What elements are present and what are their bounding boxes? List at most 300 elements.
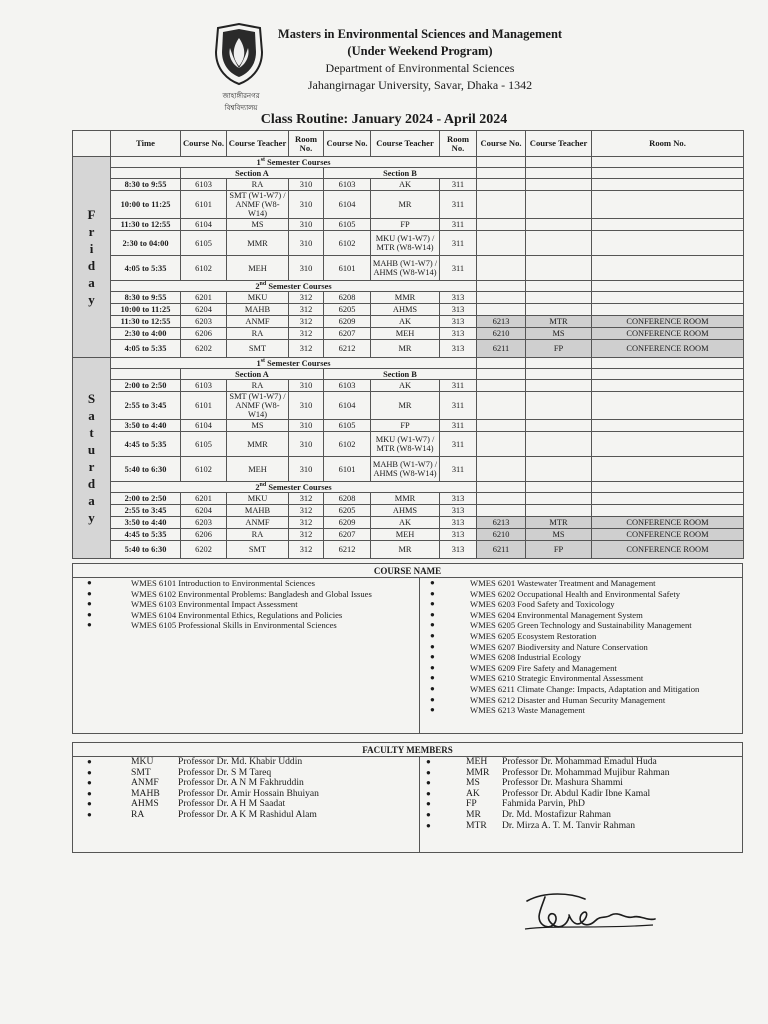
routine-row	[73, 340, 744, 358]
faculty-name: Fahmida Parvin, PhD	[502, 798, 585, 810]
course-teacher-cell: MTR	[526, 517, 592, 529]
course-name: WMES 6212 Disaster and Human Security Management	[470, 694, 666, 705]
routine-row	[73, 304, 744, 316]
empty-cell	[477, 369, 526, 380]
class-time: 4:45 to 5:35	[111, 529, 181, 541]
day-letter: u	[87, 442, 96, 457]
empty-cell	[592, 191, 744, 219]
empty-cell	[592, 420, 744, 432]
course-item	[73, 599, 419, 610]
room-no-cell: 310	[289, 380, 324, 392]
bullet-icon: ●	[430, 620, 435, 630]
course-name: WMES 6204 Environmental Management System	[470, 609, 643, 620]
day-letter: y	[88, 292, 95, 307]
bullet-icon: ●	[430, 641, 435, 651]
routine-row	[73, 191, 744, 219]
routine-row	[73, 179, 744, 191]
empty-cell	[477, 281, 526, 292]
course-no-cell: 6207	[324, 328, 371, 340]
header-room-no: Room No.	[440, 131, 477, 157]
course-no-cell	[477, 304, 526, 316]
day-label-saturday	[73, 358, 111, 559]
room-no-cell: 312	[289, 316, 324, 328]
course-no-cell: 6102	[324, 432, 371, 457]
course-no-cell	[477, 493, 526, 505]
course-no-cell: 6211	[477, 340, 526, 358]
room-no-cell: 311	[440, 231, 477, 256]
section-b-label: Section B	[324, 168, 477, 179]
course-teacher-cell: MKU	[227, 493, 289, 505]
routine-row	[73, 292, 744, 304]
room-no-cell: 310	[289, 457, 324, 482]
empty-cell	[592, 281, 744, 292]
room-no-cell: 312	[289, 529, 324, 541]
semester-label	[111, 157, 477, 168]
course-item	[420, 684, 744, 695]
day-letter: d	[87, 258, 96, 273]
bullet-icon: ●	[426, 788, 431, 798]
bullet-icon: ●	[430, 673, 435, 683]
routine-row	[73, 493, 744, 505]
course-no-cell: 6201	[181, 292, 227, 304]
course-teacher-cell: MKU	[227, 292, 289, 304]
course-item	[420, 589, 744, 600]
room-no-cell: 313	[440, 316, 477, 328]
course-teacher-cell: MAHB	[227, 505, 289, 517]
faculty-item	[420, 810, 744, 821]
course-no-cell: 6101	[181, 392, 227, 420]
course-item	[420, 652, 744, 663]
day-letter: d	[87, 476, 96, 491]
course-no-cell: 6206	[181, 529, 227, 541]
empty-cell	[592, 157, 744, 168]
room-no-cell: 311	[440, 256, 477, 281]
empty-cell	[477, 191, 526, 219]
course-teacher-cell	[526, 292, 592, 304]
class-time: 2:55 to 3:45	[111, 392, 181, 420]
bullet-icon: ●	[87, 778, 92, 788]
class-time: 5:40 to 6:30	[111, 541, 181, 559]
routine-row	[73, 256, 744, 281]
logo-caption: জাহাঙ্গীরনগর বিশ্ববিদ্যালয়	[222, 92, 260, 112]
faculty-code: MKU	[131, 756, 154, 767]
course-teacher-cell	[526, 304, 592, 316]
semester-header-row	[73, 157, 744, 168]
course-item	[420, 631, 744, 642]
section-a-label: Section A	[181, 369, 324, 380]
faculty-item	[73, 757, 419, 768]
bullet-icon: ●	[87, 757, 92, 766]
course-teacher-cell: SMT (W1-W7) / ANMF (W8-W14)	[227, 392, 289, 420]
empty-cell	[477, 482, 526, 493]
course-no-cell: 6208	[324, 493, 371, 505]
program-title: Masters in Environmental Sciences and Management	[277, 27, 563, 41]
course-name: WMES 6101 Introduction to Environmental Sciences	[131, 578, 316, 588]
course-teacher-cell: RA	[227, 380, 289, 392]
semester-header-row	[73, 281, 744, 292]
course-teacher-cell: AK	[371, 179, 440, 191]
empty-cell	[592, 179, 744, 191]
header-course-teacher: Course Teacher	[371, 131, 440, 157]
course-teacher-cell: MR	[371, 541, 440, 559]
course-no-cell: 6105	[324, 219, 371, 231]
course-teacher-cell: MEH	[227, 457, 289, 482]
course-teacher-cell	[526, 493, 592, 505]
routine-title: Class Routine: January 2024 - April 2024	[260, 112, 508, 127]
bullet-icon: ●	[87, 809, 92, 819]
course-no-cell	[477, 505, 526, 517]
course-no-cell: 6103	[181, 380, 227, 392]
faculty-left-list	[73, 757, 420, 852]
bullet-icon: ●	[426, 778, 431, 788]
course-teacher-cell: SMT (W1-W7) / ANMF (W8-W14)	[227, 191, 289, 219]
bullet-icon: ●	[87, 588, 92, 598]
faculty-name: Professor Dr. A N M Fakhruddin	[178, 777, 304, 789]
faculty-code: ANMF	[131, 777, 159, 789]
room-no-cell: 310	[289, 420, 324, 432]
room-no-cell: 311	[440, 380, 477, 392]
course-no-cell: 6204	[181, 505, 227, 517]
empty-cell	[111, 369, 181, 380]
room-no-cell	[592, 505, 744, 517]
semester-ordinal: 1	[256, 358, 261, 368]
empty-cell	[592, 168, 744, 179]
room-no-cell: 310	[289, 231, 324, 256]
day-letter: y	[88, 510, 95, 525]
course-teacher-cell: MR	[371, 392, 440, 420]
faculty-item	[420, 821, 744, 832]
course-no-cell: 6207	[324, 529, 371, 541]
course-teacher-cell: FP	[526, 541, 592, 559]
class-time: 3:50 to 4:40	[111, 420, 181, 432]
course-no-cell: 6209	[324, 316, 371, 328]
class-time: 4:45 to 5:35	[111, 432, 181, 457]
semester-header-row	[73, 358, 744, 369]
room-no-cell: 312	[289, 304, 324, 316]
semester-header-row	[73, 482, 744, 493]
bullet-icon: ●	[426, 757, 431, 766]
course-teacher-cell: AHMS	[371, 304, 440, 316]
course-name-box	[72, 563, 743, 734]
course-teacher-cell: ANMF	[227, 316, 289, 328]
class-time: 3:50 to 4:40	[111, 517, 181, 529]
bullet-icon: ●	[426, 809, 431, 819]
room-no-cell: CONFERENCE ROOM	[592, 529, 744, 541]
course-teacher-cell: MR	[371, 340, 440, 358]
room-no-cell: 310	[289, 191, 324, 219]
empty-cell	[526, 281, 592, 292]
bullet-icon: ●	[430, 588, 435, 598]
bullet-icon: ●	[430, 578, 435, 587]
course-item	[73, 620, 419, 631]
room-no-cell: 313	[440, 340, 477, 358]
course-no-cell: 6205	[324, 304, 371, 316]
class-time: 8:30 to 9:55	[111, 292, 181, 304]
university-logo-icon	[210, 22, 268, 88]
document-header	[0, 18, 768, 112]
empty-cell	[526, 369, 592, 380]
empty-cell	[526, 432, 592, 457]
room-no-cell: 312	[289, 541, 324, 559]
room-no-cell: 313	[440, 304, 477, 316]
empty-cell	[526, 168, 592, 179]
empty-cell	[592, 369, 744, 380]
empty-cell	[477, 432, 526, 457]
course-item	[420, 610, 744, 621]
bullet-icon: ●	[87, 578, 92, 587]
empty-cell	[592, 231, 744, 256]
empty-cell	[477, 256, 526, 281]
room-no-cell: 311	[440, 392, 477, 420]
semester-label	[111, 281, 477, 292]
faculty-name: Professor Dr. Mohammad Emadul Huda	[502, 756, 657, 767]
course-teacher-cell: AK	[371, 316, 440, 328]
day-letter: t	[89, 425, 94, 440]
course-teacher-cell: MS	[227, 420, 289, 432]
routine-row	[73, 392, 744, 420]
course-name: WMES 6213 Waste Management	[470, 705, 585, 716]
semester-text: Semester Courses	[267, 157, 331, 167]
course-no-cell: 6209	[324, 517, 371, 529]
semester-ordinal-suffix: st	[260, 357, 266, 364]
faculty-code: MTR	[466, 819, 487, 831]
course-teacher-cell: RA	[227, 179, 289, 191]
course-no-cell: 6205	[324, 505, 371, 517]
semester-ordinal: 2	[255, 482, 260, 492]
empty-cell	[477, 219, 526, 231]
class-time: 11:30 to 12:55	[111, 316, 181, 328]
routine-row	[73, 420, 744, 432]
empty-cell	[592, 457, 744, 482]
course-name: WMES 6209 Fire Safety and Management	[470, 662, 617, 673]
faculty-code: RA	[131, 808, 145, 820]
empty-cell	[592, 219, 744, 231]
bullet-icon: ●	[87, 799, 92, 809]
course-no-cell: 6202	[181, 340, 227, 358]
faculty-code: MR	[466, 808, 481, 820]
bullet-icon: ●	[430, 694, 435, 704]
class-time: 2:00 to 2:50	[111, 380, 181, 392]
semester-label	[111, 358, 477, 369]
course-no-cell: 6213	[477, 517, 526, 529]
faculty-code: MEH	[466, 756, 488, 767]
semester-label	[111, 482, 477, 493]
routine-row	[73, 380, 744, 392]
class-time: 2:55 to 3:45	[111, 505, 181, 517]
bullet-icon: ●	[426, 820, 431, 830]
course-teacher-cell: FP	[371, 219, 440, 231]
header-course-no: Course No.	[181, 131, 227, 157]
course-teacher-cell: FP	[526, 340, 592, 358]
room-no-cell: CONFERENCE ROOM	[592, 328, 744, 340]
course-item	[73, 589, 419, 600]
routine-row	[73, 517, 744, 529]
faculty-item	[420, 757, 744, 768]
class-time: 10:00 to 11:25	[111, 191, 181, 219]
course-no-cell: 6103	[324, 380, 371, 392]
room-no-cell: 313	[440, 493, 477, 505]
course-teacher-cell: MS	[227, 219, 289, 231]
empty-cell	[526, 380, 592, 392]
bullet-icon: ●	[430, 705, 435, 715]
semester-ordinal: 2	[255, 281, 260, 291]
course-no-cell: 6103	[181, 179, 227, 191]
course-teacher-cell: MMR	[371, 493, 440, 505]
bullet-icon: ●	[430, 599, 435, 609]
class-routine-table	[72, 130, 744, 559]
semester-ordinal-suffix: nd	[259, 280, 267, 287]
course-name: WMES 6105 Professional Skills in Environmental Sciences	[131, 620, 337, 631]
course-teacher-cell: AK	[371, 517, 440, 529]
empty-cell	[592, 380, 744, 392]
class-time: 10:00 to 11:25	[111, 304, 181, 316]
course-no-cell: 6104	[181, 420, 227, 432]
faculty-code: MS	[466, 777, 480, 789]
course-item	[73, 610, 419, 621]
course-no-cell: 6101	[324, 457, 371, 482]
course-no-cell: 6104	[324, 191, 371, 219]
section-row	[73, 168, 744, 179]
header-room-no: Room No.	[592, 131, 744, 157]
empty-cell	[526, 420, 592, 432]
course-no-cell: 6213	[477, 316, 526, 328]
room-no-cell: 313	[440, 505, 477, 517]
course-name: WMES 6203 Food Safety and Toxicology	[470, 599, 615, 610]
empty-cell	[477, 358, 526, 369]
empty-cell	[526, 457, 592, 482]
header-course-teacher: Course Teacher	[526, 131, 592, 157]
bullet-icon: ●	[430, 652, 435, 662]
empty-cell	[477, 392, 526, 420]
empty-cell	[477, 380, 526, 392]
header-course-teacher: Course Teacher	[227, 131, 289, 157]
course-no-cell: 6102	[181, 457, 227, 482]
course-no-cell	[477, 292, 526, 304]
class-time: 11:30 to 12:55	[111, 219, 181, 231]
room-no-cell	[592, 304, 744, 316]
faculty-item	[73, 810, 419, 821]
empty-cell	[477, 420, 526, 432]
empty-cell	[477, 179, 526, 191]
faculty-right-list	[420, 757, 744, 852]
courses-left-list	[73, 578, 420, 733]
course-teacher-cell: MTR	[526, 316, 592, 328]
faculty-name: Professor Dr. Abdul Kadir Ibne Kamal	[502, 787, 651, 799]
class-time: 8:30 to 9:55	[111, 179, 181, 191]
course-no-cell: 6201	[181, 493, 227, 505]
faculty-members-title: FACULTY MEMBERS	[73, 743, 742, 757]
room-no-cell: 312	[289, 517, 324, 529]
routine-row	[73, 457, 744, 482]
empty-cell	[526, 358, 592, 369]
routine-row	[73, 529, 744, 541]
course-teacher-cell: MAHB (W1-W7) / AHMS (W8-W14)	[371, 256, 440, 281]
empty-cell	[592, 482, 744, 493]
course-teacher-cell: AHMS	[371, 505, 440, 517]
routine-row	[73, 541, 744, 559]
empty-cell	[526, 392, 592, 420]
empty-cell	[477, 457, 526, 482]
course-teacher-cell: MMR	[227, 231, 289, 256]
routine-row	[73, 432, 744, 457]
course-item	[420, 642, 744, 653]
room-no-cell: 310	[289, 256, 324, 281]
room-no-cell: 310	[289, 392, 324, 420]
course-item	[420, 599, 744, 610]
course-teacher-cell: MS	[526, 529, 592, 541]
faculty-name: Professor Dr. A K M Rashidul Alam	[178, 808, 317, 820]
room-no-cell: 312	[289, 292, 324, 304]
bullet-icon: ●	[426, 799, 431, 809]
course-no-cell: 6211	[477, 541, 526, 559]
bullet-icon: ●	[87, 620, 92, 630]
room-no-cell: 311	[440, 179, 477, 191]
course-teacher-cell: SMT	[227, 340, 289, 358]
course-name: WMES 6201 Wastewater Treatment and Management	[470, 578, 656, 588]
course-teacher-cell: RA	[227, 328, 289, 340]
routine-row	[73, 219, 744, 231]
bullet-icon: ●	[430, 662, 435, 672]
course-no-cell: 6210	[477, 328, 526, 340]
course-teacher-cell: MMR	[371, 292, 440, 304]
header-time: Time	[111, 131, 181, 157]
empty-cell	[526, 179, 592, 191]
course-no-cell: 6202	[181, 541, 227, 559]
semester-text: Semester Courses	[268, 482, 332, 492]
course-name: WMES 6211 Climate Change: Impacts, Adaptation and Mitigation	[470, 683, 700, 694]
day-letter: i	[89, 241, 94, 256]
bullet-icon: ●	[87, 599, 92, 609]
room-no-cell: 313	[440, 529, 477, 541]
course-no-cell: 6101	[324, 256, 371, 281]
course-teacher-cell: MEH	[371, 529, 440, 541]
day-header	[73, 131, 111, 157]
course-no-cell: 6103	[324, 179, 371, 191]
room-no-cell: 313	[440, 517, 477, 529]
empty-cell	[526, 191, 592, 219]
course-teacher-cell: MEH	[227, 256, 289, 281]
room-no-cell: 312	[289, 493, 324, 505]
faculty-name: Professor Dr. A H M Saadat	[178, 798, 286, 810]
faculty-name: Dr. Md. Mostafizur Rahman	[502, 808, 611, 820]
room-no-cell: CONFERENCE ROOM	[592, 316, 744, 328]
course-no-cell: 6208	[324, 292, 371, 304]
room-no-cell: 311	[440, 420, 477, 432]
course-name: WMES 6205 Ecosystem Restoration	[470, 630, 597, 641]
course-no-cell: 6203	[181, 316, 227, 328]
header-room-no: Room No.	[289, 131, 324, 157]
room-no-cell: CONFERENCE ROOM	[592, 340, 744, 358]
course-teacher-cell: FP	[371, 420, 440, 432]
course-name: WMES 6205 Green Technology and Sustainability Management	[470, 620, 692, 631]
empty-cell	[592, 432, 744, 457]
bullet-icon: ●	[430, 683, 435, 693]
course-name: WMES 6210 Strategic Environmental Assessment	[470, 673, 644, 684]
faculty-code: AHMS	[131, 798, 159, 810]
faculty-name: Professor Dr. Mohammad Mujibur Rahman	[502, 766, 670, 778]
course-name: WMES 6202 Occupational Health and Environmental Safety	[470, 588, 681, 599]
course-no-cell: 6102	[181, 256, 227, 281]
faculty-code: FP	[466, 798, 477, 810]
course-teacher-cell: MEH	[371, 328, 440, 340]
class-time: 4:05 to 5:35	[111, 256, 181, 281]
course-teacher-cell: RA	[227, 529, 289, 541]
day-letter: r	[88, 224, 95, 239]
section-a-label: Section A	[181, 168, 324, 179]
course-name: WMES 6102 Environmental Problems: Bangladesh and Global Issues	[131, 588, 372, 599]
course-teacher-cell: MKU (W1-W7) / MTR (W8-W14)	[371, 432, 440, 457]
empty-cell	[526, 219, 592, 231]
